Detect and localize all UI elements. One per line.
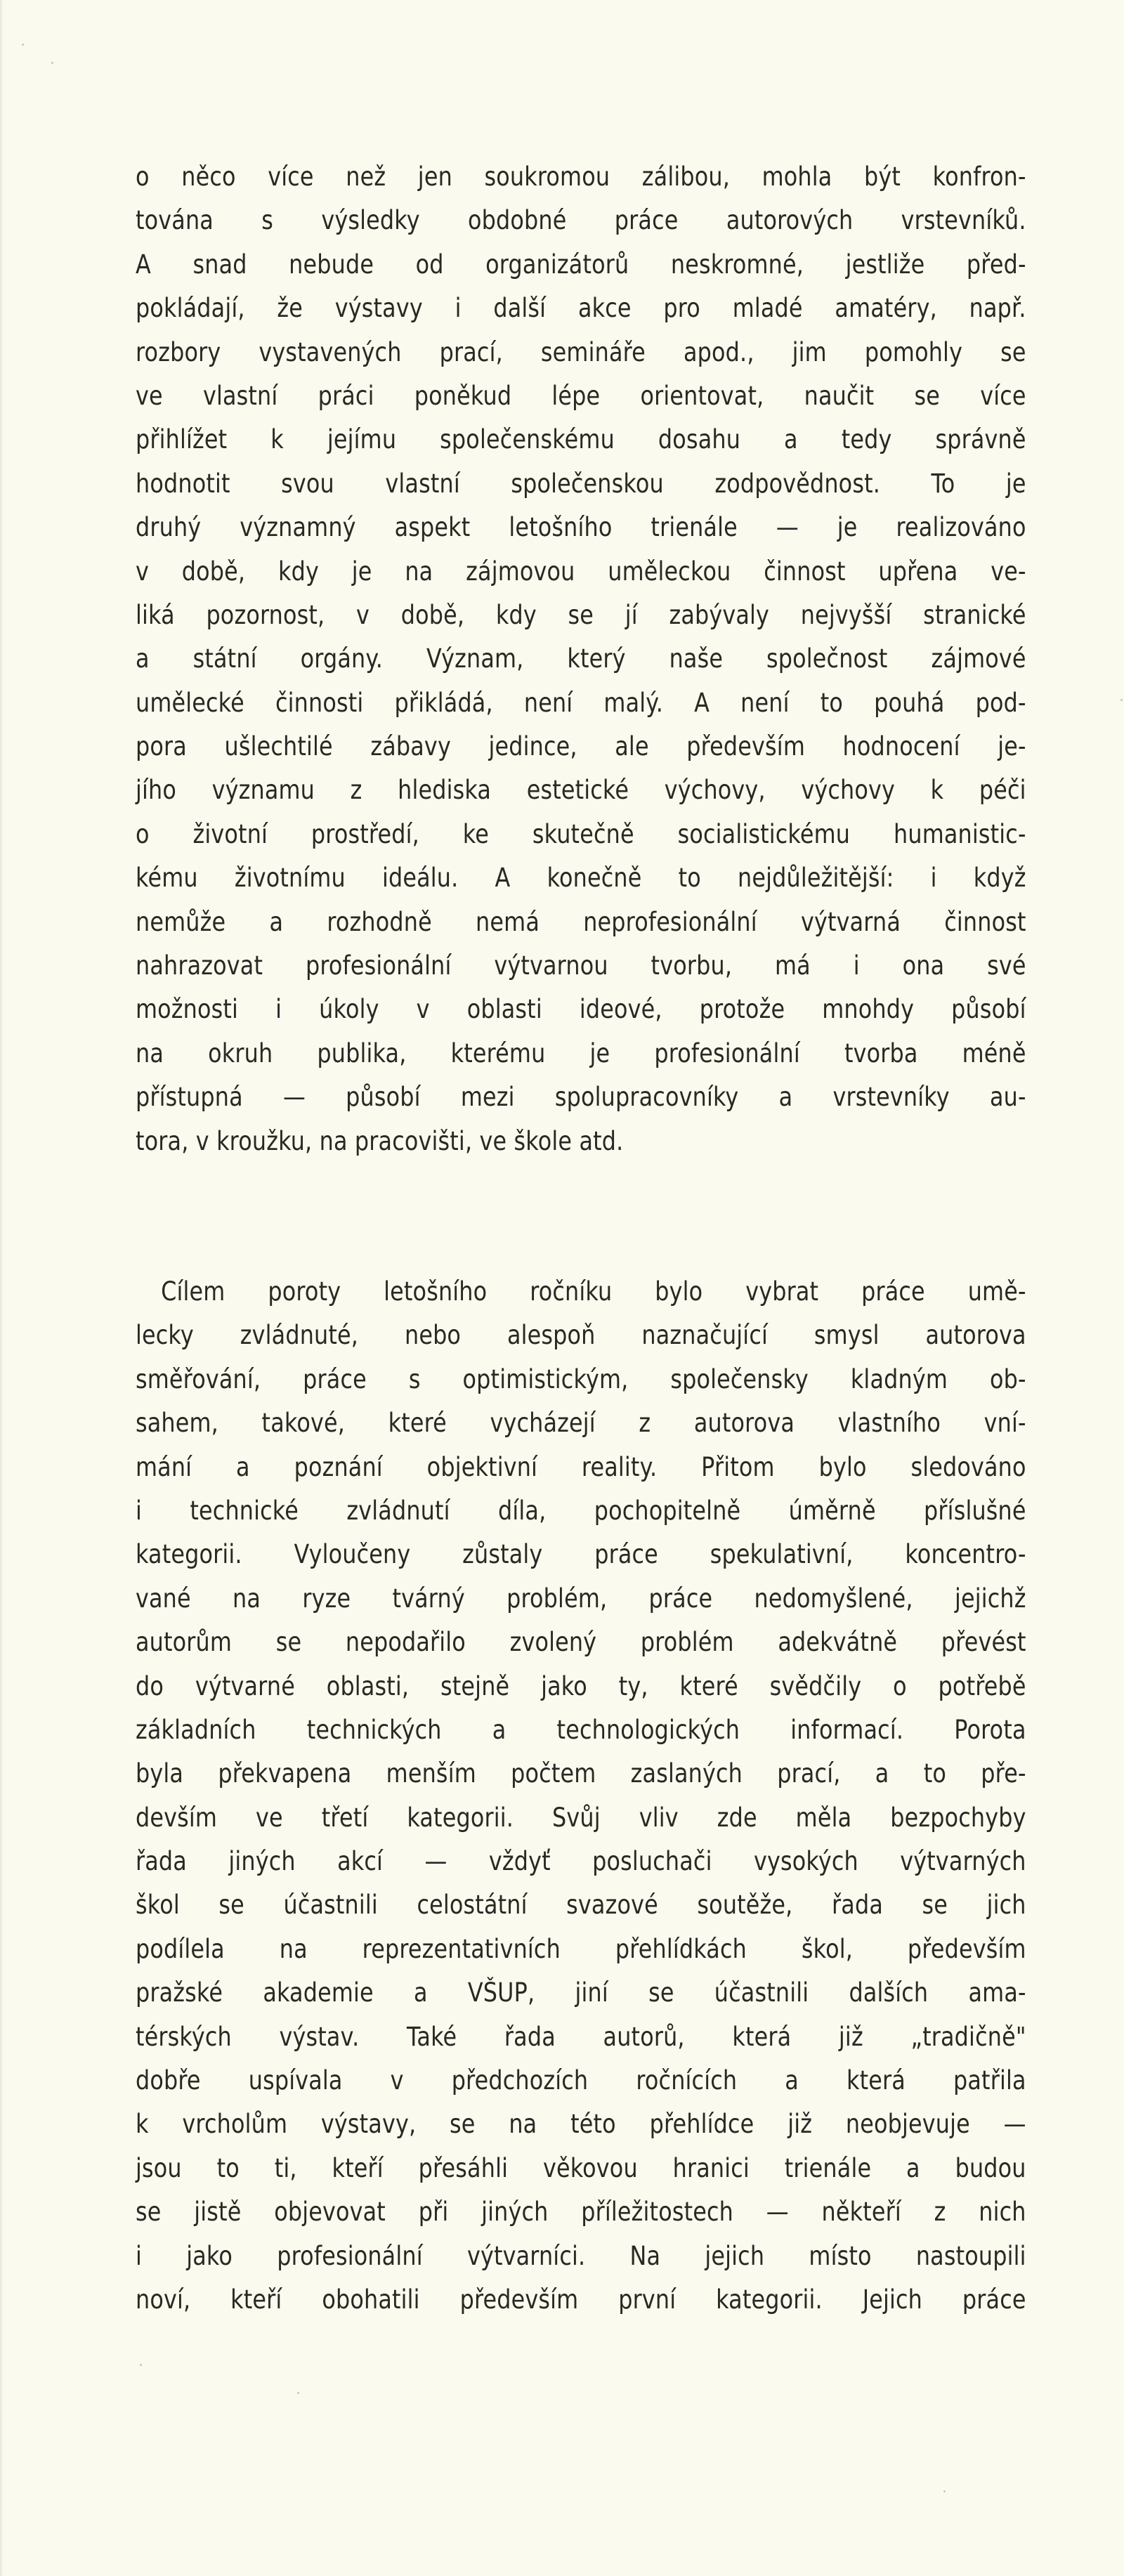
paper-speck (51, 62, 53, 64)
text-line: hodnotit svou vlastní společenskou zodpovědnost. To je (136, 468, 1026, 499)
text-line: devším ve třetí kategorii. Svůj vliv zde měla bezpochyby (136, 1802, 1026, 1833)
text-line: směřování, práce s optimistickým, společensky kladným ob- (136, 1364, 1026, 1394)
paper-speck (1120, 699, 1123, 701)
text-line: jsou to ti, kteří přesáhli věkovou hranici trienále a budou (136, 2152, 1026, 2183)
paragraph-2 (136, 1270, 1026, 2322)
text-line: základních technických a technologických informací. Porota (136, 1714, 1026, 1745)
text-line: řada jiných akcí — vždyť posluchači vysokých výtvarných (136, 1846, 1026, 1877)
text-line: podílela na reprezentativních přehlídkách škol, především (136, 1933, 1026, 1964)
paper-speck (22, 44, 24, 46)
text-line: tována s výsledky obdobné práce autorových vrstevníků. (136, 205, 1026, 236)
text-line: mání a poznání objektivní reality. Přitom bylo sledováno (136, 1451, 1026, 1482)
text-line: byla překvapena menším počtem zaslaných prací, a to pře- (136, 1758, 1026, 1789)
text-line: na okruh publika, kterému je profesionální tvorba méně (136, 1038, 1026, 1068)
text-line: térských výstav. Také řada autorů, která již „tradičně" (136, 2021, 1026, 2052)
text-line: v době, kdy je na zájmovou uměleckou činnost upřena ve- (136, 556, 1026, 587)
text-line: Cílem poroty letošního ročníku bylo vybrat práce umě- (161, 1276, 1026, 1307)
text-line: do výtvarné oblasti, stejně jako ty, které svědčily o potřebě (136, 1671, 1026, 1701)
text-line: dobře uspívala v předchozích ročnících a která patřila (136, 2065, 1026, 2096)
text-line: možnosti i úkoly v oblasti ideové, protože mnohdy působí (136, 994, 1026, 1025)
text-line: tora, v kroužku, na pracovišti, ve škole atd. (136, 1125, 624, 1156)
text-line: pokládají, že výstavy i další akce pro mladé amatéry, např. (136, 293, 1026, 324)
text-line: o životní prostředí, ke skutečně socialistickému humanistic- (136, 818, 1026, 849)
text-line: vané na ryze tvárný problém, práce nedomyšlené, jejichž (136, 1583, 1026, 1614)
paper-speck (943, 2490, 946, 2492)
paper-speck (297, 2392, 299, 2394)
text-line: druhý významný aspekt letošního trienále — je realizováno (136, 512, 1026, 543)
text-line: umělecké činnosti přikládá, není malý. A není to pouhá pod- (136, 687, 1026, 718)
text-line: kému životnímu ideálu. A konečně to nejdůležitější: i když (136, 863, 1026, 894)
text-line: rozbory vystavených prací, semináře apod., jim pomohly se (136, 336, 1026, 367)
text-line: kategorii. Vyloučeny zůstaly práce spekulativní, koncentro- (136, 1539, 1026, 1570)
text-line: ve vlastní práci poněkud lépe orientovat, naučit se více (136, 380, 1026, 411)
text-line: liká pozornost, v době, kdy se jí zabývaly nejvyšší stranické (136, 599, 1026, 630)
text-line: k vrcholům výstavy, se na této přehlídce již neobjevuje — (136, 2109, 1026, 2140)
text-line: A snad nebude od organizátorů neskromné, jestliže před- (136, 249, 1026, 280)
text-line: pora ušlechtilé zábavy jedince, ale především hodnocení je- (136, 731, 1026, 762)
text-line: lecky zvládnuté, nebo alespoň naznačující smysl autorova (136, 1320, 1026, 1351)
text-line: škol se účastnili celostátní svazové soutěže, řada se jich (136, 1890, 1026, 1921)
text-line: přístupná — působí mezi spolupracovníky a vrstevníky au- (136, 1082, 1026, 1113)
text-line: nahrazovat profesionální výtvarnou tvorbu, má i ona své (136, 950, 1026, 981)
text-line: a státní orgány. Význam, který naše společnost zájmové (136, 643, 1026, 674)
paragraph-1 (136, 155, 1026, 1163)
text-line: jího významu z hlediska estetické výchovy, výchovy k péči (136, 775, 1026, 806)
text-line: o něco více než jen soukromou zálibou, mohla být konfron- (136, 162, 1026, 192)
text-line: nemůže a rozhodně nemá neprofesionální výtvarná činnost (136, 906, 1026, 937)
text-line: přihlížet k jejímu společenskému dosahu a tedy správně (136, 424, 1026, 455)
paper-speck (140, 2364, 142, 2366)
text-line: pražské akademie a VŠUP, jiní se účastnili dalších ama- (136, 1977, 1026, 2008)
text-line: i technické zvládnutí díla, pochopitelně úměrně příslušné (136, 1495, 1026, 1526)
text-line: noví, kteří obohatili především první kategorii. Jejich práce (136, 2284, 1026, 2315)
text-line: se jistě objevovat při jiných příležitostech — někteří z nich (136, 2197, 1026, 2228)
text-line: sahem, takové, které vycházejí z autorova vlastního vní- (136, 1408, 1026, 1439)
text-line: autorům se nepodařilo zvolený problém adekvátně převést (136, 1627, 1026, 1658)
text-line: i jako profesionální výtvarníci. Na jejich místo nastoupili (136, 2240, 1026, 2271)
